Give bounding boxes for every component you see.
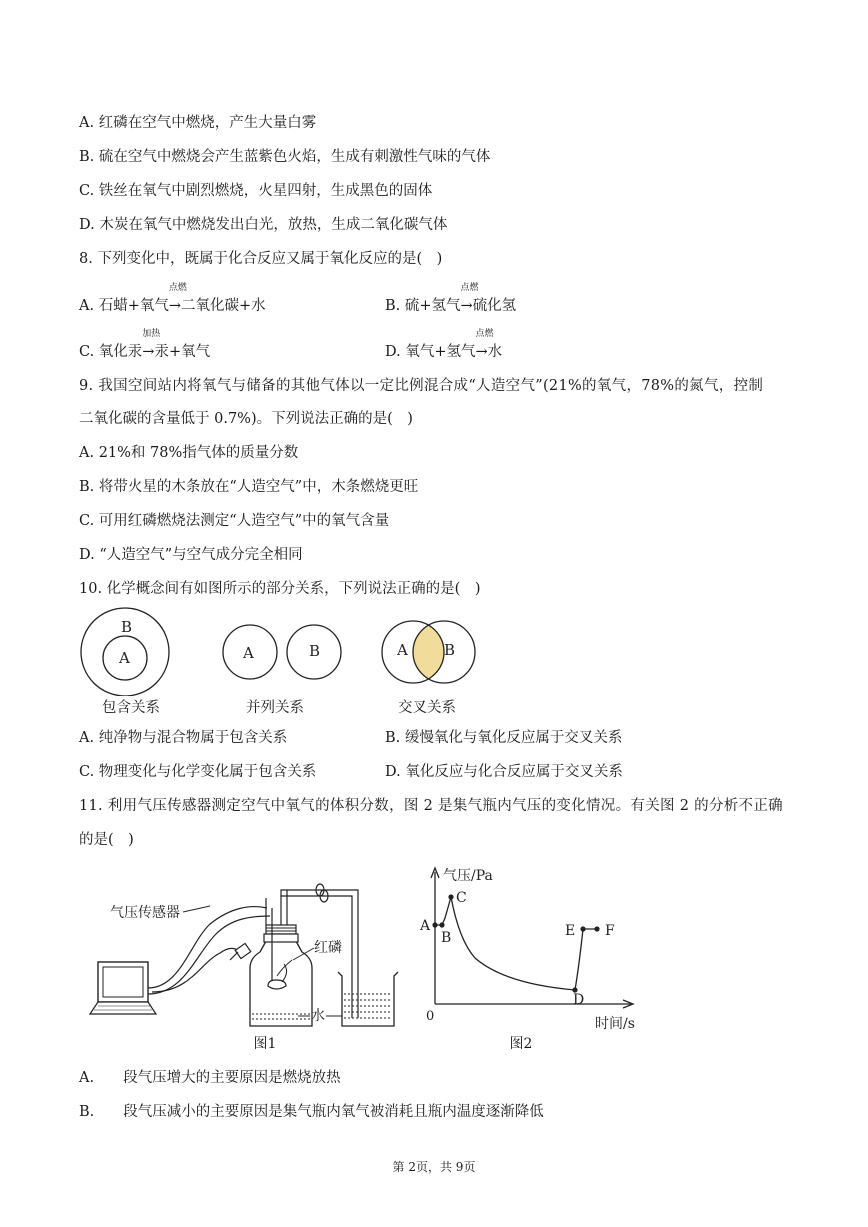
laptop-icon: [90, 962, 156, 1014]
q11-option-a: A. 段气压增大的主要原因是燃烧放热: [79, 1070, 341, 1086]
sensor-label: 气压传感器: [110, 905, 180, 921]
caption-intersection: 交叉关系: [398, 700, 456, 716]
water-label: 水: [311, 1008, 325, 1024]
pressure-curve: [435, 897, 597, 990]
q11-stem-line2: 的是( ): [79, 832, 134, 848]
q10-stem: 10. 化学概念间有如图所示的部分关系，下列说法正确的是( ): [79, 581, 481, 597]
q8-option-c: [79, 329, 211, 362]
point-f-label: F: [605, 923, 615, 939]
q10-option-c: C. 物理变化与化学变化属于包含关系: [79, 764, 317, 780]
q8-stem: 8. 下列变化中，既属于化合反应又属于氧化反应的是( ): [79, 251, 443, 267]
q10-relation-diagram: [70, 606, 490, 696]
page-footer: 第 2页，共 9页: [392, 1160, 476, 1174]
q8-b-rhs: 硫化氢: [472, 298, 517, 314]
q10-option-d: D. 氧化反应与化合反应属于交叉关系: [385, 764, 623, 780]
phosphorus-label: 红磷: [314, 940, 342, 956]
point-b-marker: [439, 922, 444, 927]
q9-option-d: D. “人造空气”与空气成分完全相同: [79, 547, 303, 563]
origin-label: 0: [426, 1009, 435, 1024]
q8-a-rhs: 二氧化碳+水: [181, 298, 266, 314]
reaction-arrow-icon: 点燃 →: [460, 283, 479, 314]
parallel-label-b: B: [309, 642, 321, 660]
q8-b-lhs: B. 硫+氢气: [385, 298, 461, 314]
q7-option-d: D. 木炭在氧气中燃烧发出白光，放热，生成二氧化碳气体: [79, 217, 448, 233]
y-axis-label: 气压/Pa: [443, 868, 493, 884]
q11-option-b: B. 段气压减小的主要原因是集气瓶内氧气被消耗且瓶内温度逐渐降低: [79, 1104, 544, 1120]
q9-stem-line2: 二氧化碳的含量低于 0.7%)。下列说法正确的是( ): [79, 411, 413, 427]
reaction-arrow-icon: 加热 →: [142, 329, 161, 360]
reaction-arrow-icon: 点燃 →: [168, 283, 187, 314]
q8-option-b: [385, 283, 517, 316]
q8-d-lhs: D. 氧气+氢气: [385, 344, 476, 360]
q8-option-d: [385, 329, 503, 362]
point-c-marker: [448, 894, 453, 899]
beaker-icon: [338, 972, 398, 1026]
intersection-label-b: B: [444, 641, 456, 659]
figure1-apparatus: [80, 868, 410, 1038]
figure2-caption: 图2: [509, 1036, 533, 1052]
q8-b-condition: 点燃: [460, 283, 479, 293]
containment-label-b: B: [121, 618, 133, 636]
parallel-label-a: A: [243, 644, 254, 662]
figure1-caption: 图1: [253, 1036, 277, 1052]
collecting-bottle: [250, 925, 312, 1026]
q7-option-b: B. 硫在空气中燃烧会产生蓝紫色火焰，生成有刺激性气味的气体: [79, 149, 491, 165]
q8-d-condition: 点燃: [475, 329, 494, 339]
q7-option-c: C. 铁丝在氧气中剧烈燃烧，火星四射，生成黑色的固体: [79, 183, 433, 199]
q7-option-a: A. 红磷在空气中燃烧，产生大量白雾: [79, 115, 317, 131]
q10-option-b: B. 缓慢氧化与氧化反应属于交叉关系: [385, 730, 623, 746]
sensor-plug-icon: [230, 943, 251, 960]
caption-parallel: 并列关系: [246, 700, 304, 716]
q8-c-condition: 加热: [142, 329, 161, 339]
point-e-label: E: [565, 923, 576, 939]
point-f-marker: [594, 926, 599, 931]
q8-d-rhs: 水: [487, 344, 503, 360]
q8-a-condition: 点燃: [168, 283, 187, 293]
figure2-pressure-graph: [415, 858, 645, 1038]
q8-a-lhs: A. 石蜡+氧气: [79, 298, 169, 314]
point-a-marker: [432, 922, 437, 927]
point-d-label: D: [573, 992, 585, 1008]
q9-option-b: B. 将带火星的木条放在“人造空气”中，木条燃烧更旺: [79, 479, 419, 495]
point-e-marker: [580, 926, 585, 931]
q8-c-lhs: C. 氧化汞: [79, 344, 143, 360]
reaction-arrow-icon: 点燃 →: [475, 329, 494, 360]
q8-c-rhs: 汞+氧气: [154, 344, 211, 360]
caption-containment: 包含关系: [102, 700, 160, 716]
q9-option-a: A. 21%和 78%指气体的质量分数: [79, 445, 299, 461]
point-c-label: C: [456, 890, 467, 906]
q10-option-a: A. 纯净物与混合物属于包含关系: [79, 730, 288, 746]
clamp-icon: [316, 884, 328, 902]
containment-label-a: A: [119, 649, 130, 667]
point-a-label: A: [420, 918, 431, 934]
q11-stem-line1: 11. 利用气压传感器测定空气中氧气的体积分数，图 2 是集气瓶内气压的变化情况。有关图 2 的分析不正确: [79, 798, 783, 814]
intersection-label-a: A: [397, 641, 408, 659]
q9-option-c: C. 可用红磷燃烧法测定“人造空气”中的氧气含量: [79, 513, 390, 529]
q8-option-a: [79, 283, 266, 316]
point-b-label: B: [441, 930, 452, 946]
q9-stem-line1: 9. 我国空间站内将氧气与储备的其他气体以一定比例混合成“人造空气”(21%的氧气，78%的氮气，控制: [79, 378, 764, 394]
x-axis-label: 时间/s: [595, 1016, 635, 1032]
